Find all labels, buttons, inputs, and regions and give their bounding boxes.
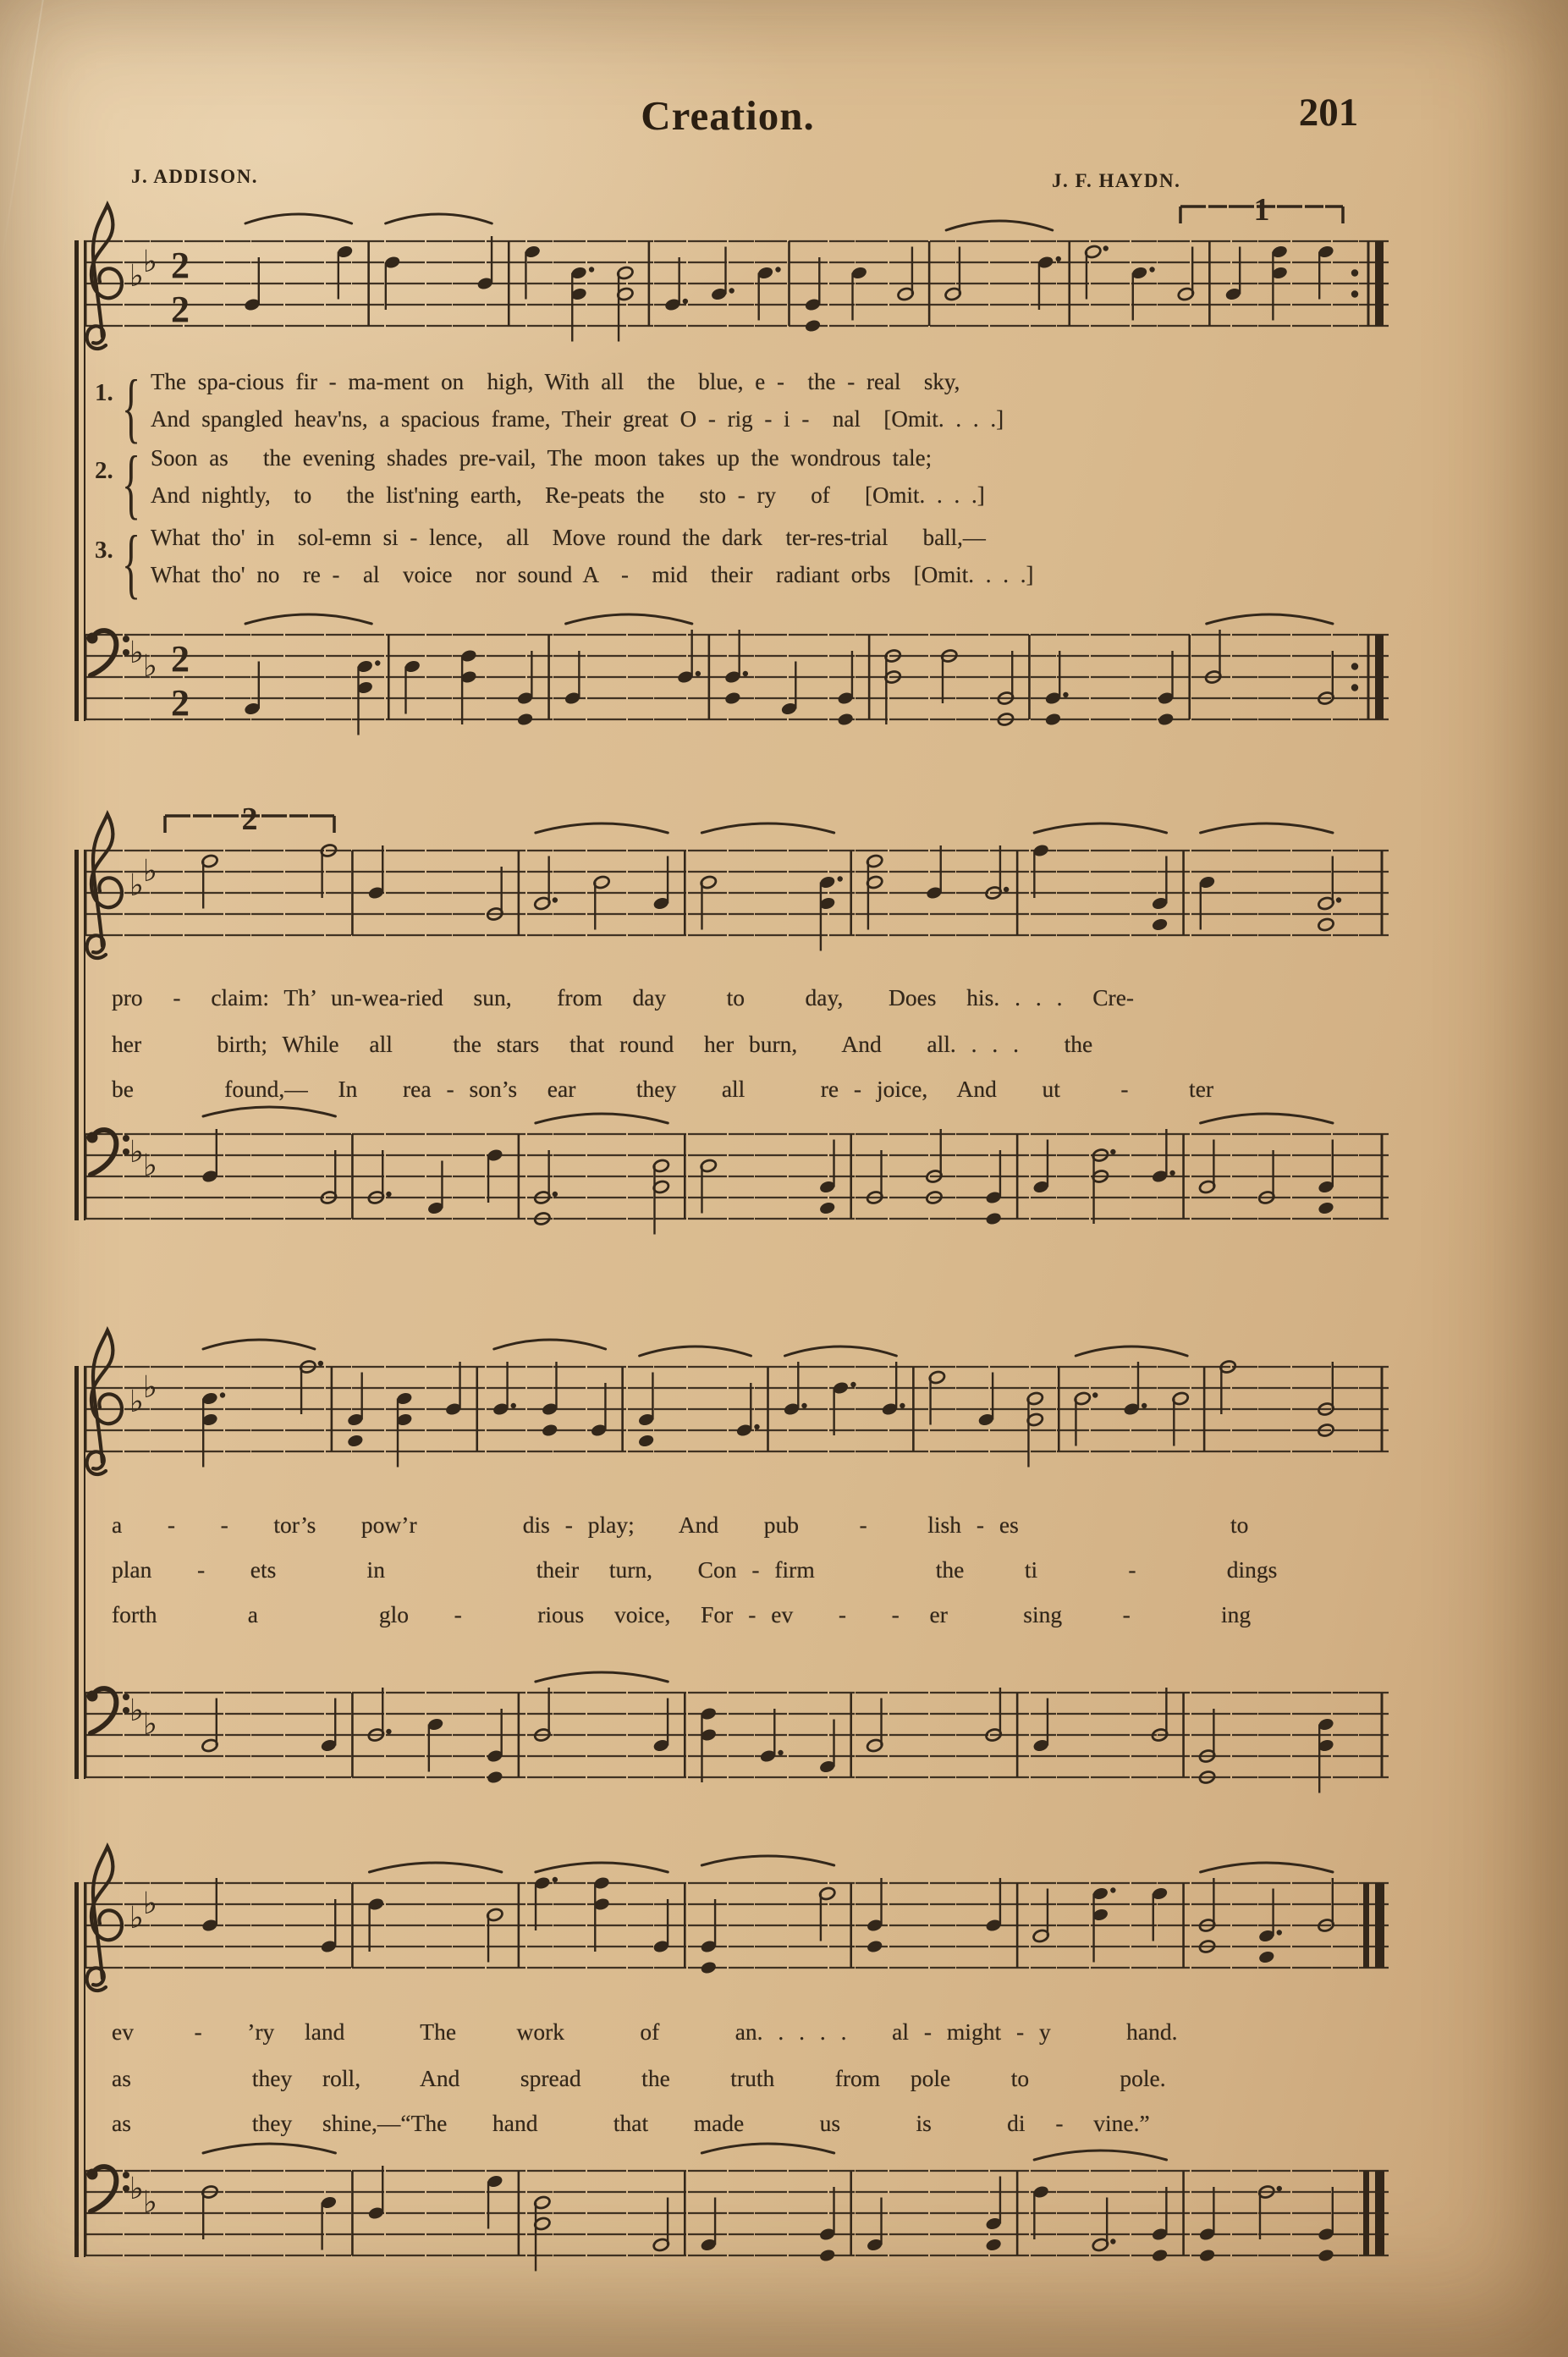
bass-clef-icon xyxy=(87,1130,130,1175)
notes xyxy=(201,1107,1335,1235)
staff-lines xyxy=(84,851,1389,935)
system-2-lyric-1: pro - claim: Th’ un-wea-ried sun, from day to day, Does his. . . . Cre- xyxy=(112,984,1135,1011)
treble-staff-svg xyxy=(80,1320,1392,1498)
verse-brace-2: { xyxy=(122,440,141,526)
treble-staff-system-4 xyxy=(80,1837,1392,2014)
key-signature-flats xyxy=(129,1886,157,1936)
svg-text:♭: ♭ xyxy=(129,259,144,294)
svg-text:♭: ♭ xyxy=(143,649,157,684)
bass-clef-icon xyxy=(87,2167,130,2211)
verse-1-line-2: And spangled heav'ns, a spacious frame, Their great O - rig - i - nal [Omit. . . .] xyxy=(151,406,1004,432)
svg-text:♭: ♭ xyxy=(143,854,157,889)
svg-text:♭: ♭ xyxy=(143,1370,157,1405)
bass-clef-icon xyxy=(87,631,130,675)
notes xyxy=(201,2144,1335,2272)
system-3-lyric-2: plan - ets in their turn, Con - firm the ti - dings xyxy=(112,1556,1278,1583)
key-signature-flats xyxy=(129,245,157,294)
treble-clef-icon xyxy=(87,1847,122,1991)
svg-text:♭: ♭ xyxy=(143,1886,157,1921)
volta-bracket xyxy=(1180,192,1343,228)
system-4-lyric-3: as they shine,—“The hand that made us is di - vine.” xyxy=(112,2110,1150,2136)
verse-2-line-2: And nightly, to the list'ning earth, Re-peats the sto - ry of [Omit. . . .] xyxy=(151,482,985,508)
svg-text:♭: ♭ xyxy=(143,1707,157,1742)
svg-text:♭: ♭ xyxy=(129,1901,144,1936)
treble-staff-system-1 xyxy=(80,192,1392,372)
verse-3-line-1: What tho' in sol-emn si - lence, all Move round the dark ter-res-trial ball,— xyxy=(151,525,986,550)
verse-brace-3: { xyxy=(122,520,141,606)
composer-credit: J. F. HAYDN. xyxy=(1052,170,1181,191)
page-title: Creation. xyxy=(641,92,815,139)
svg-text:♭: ♭ xyxy=(129,868,144,903)
staff-lines xyxy=(84,1883,1389,1968)
svg-text:♭: ♭ xyxy=(129,1135,144,1170)
svg-text:2: 2 xyxy=(171,289,190,330)
svg-text:♭: ♭ xyxy=(129,636,144,670)
treble-staff-system-2 xyxy=(80,801,1392,982)
treble-clef-icon xyxy=(87,1330,122,1474)
notes xyxy=(201,1856,1335,1975)
paper-crease xyxy=(0,0,47,278)
volta-label: 1 xyxy=(1253,192,1270,228)
notes xyxy=(201,823,1341,951)
svg-text:♭: ♭ xyxy=(129,2172,144,2206)
svg-text:2: 2 xyxy=(171,638,190,680)
page-number: 201 xyxy=(1298,91,1359,135)
svg-text:2: 2 xyxy=(171,245,190,286)
system-4-lyric-2: as they roll, And spread the truth from pole to pole. xyxy=(112,2065,1166,2091)
verse-2-line-1: Soon as the evening shades pre-vail, The moon takes up the wondrous tale; xyxy=(151,445,933,471)
treble-staff-system-3 xyxy=(80,1320,1392,1498)
svg-text:♭: ♭ xyxy=(143,1148,157,1183)
treble-clef-icon xyxy=(87,205,122,349)
treble-staff-svg xyxy=(80,192,1392,372)
staff-lines xyxy=(84,1134,1389,1219)
system-4-lyric-1: ev - ’ry land The work of an. . . . . al - might - y hand. xyxy=(112,2018,1178,2045)
verse-3-line-2: What tho' no re - al voice nor sound A - mid their radiant orbs [Omit. . . .] xyxy=(151,562,1034,587)
treble-staff-svg xyxy=(80,1837,1392,2014)
treble-clef-icon xyxy=(87,814,122,958)
lyricist-credit: J. ADDISON. xyxy=(131,166,259,187)
svg-text:2: 2 xyxy=(171,682,190,724)
bass-staff-svg xyxy=(80,1646,1392,1824)
bass-staff-system-3 xyxy=(80,1646,1392,1824)
svg-text:♭: ♭ xyxy=(143,245,157,279)
bass-staff-svg xyxy=(80,588,1392,766)
svg-text:♭: ♭ xyxy=(143,2185,157,2220)
bass-clef-icon xyxy=(87,1688,130,1733)
time-signature xyxy=(171,638,190,724)
verse-1-line-1: The spa-cious fir - ma-ment on high, With all the blue, e - the - real sky, xyxy=(151,369,960,394)
system-2-lyric-3: be found,— In rea - son’s ear they all re - joice, And ut - ter xyxy=(112,1076,1214,1102)
svg-text:♭: ♭ xyxy=(129,1693,144,1728)
staff-lines xyxy=(84,2171,1389,2255)
bass-staff-system-4 xyxy=(80,2124,1392,2302)
staff-lines xyxy=(84,1693,1389,1777)
verse-number-2: 2. xyxy=(95,457,113,484)
notes xyxy=(201,1672,1335,1793)
volta-label: 2 xyxy=(241,801,258,837)
system-3-lyric-1: a - - tor’s pow’r dis - play; And pub - lish - es to xyxy=(112,1512,1249,1538)
staff-lines xyxy=(84,1367,1389,1451)
system-2-lyric-2: her birth; While all the stars that round her burn, And all. . . . the xyxy=(112,1031,1093,1057)
system-3-lyric-3: forth a glo - rious voice, For - ev - - er sing - ing xyxy=(112,1601,1252,1627)
bass-staff-system-2 xyxy=(80,1088,1392,1265)
svg-text:♭: ♭ xyxy=(129,1385,144,1419)
treble-staff-svg xyxy=(80,801,1392,982)
verse-number-3: 3. xyxy=(95,537,113,564)
time-signature xyxy=(171,245,190,330)
bass-staff-system-1 xyxy=(80,588,1392,766)
key-signature-flats xyxy=(129,1370,157,1419)
volta-bracket xyxy=(165,801,334,837)
verse-brace-1: { xyxy=(122,364,141,450)
verse-number-1: 1. xyxy=(95,379,113,406)
bass-staff-svg xyxy=(80,1088,1392,1265)
key-signature-flats xyxy=(129,854,157,903)
bass-staff-svg xyxy=(80,2124,1392,2302)
notes xyxy=(244,614,1335,735)
